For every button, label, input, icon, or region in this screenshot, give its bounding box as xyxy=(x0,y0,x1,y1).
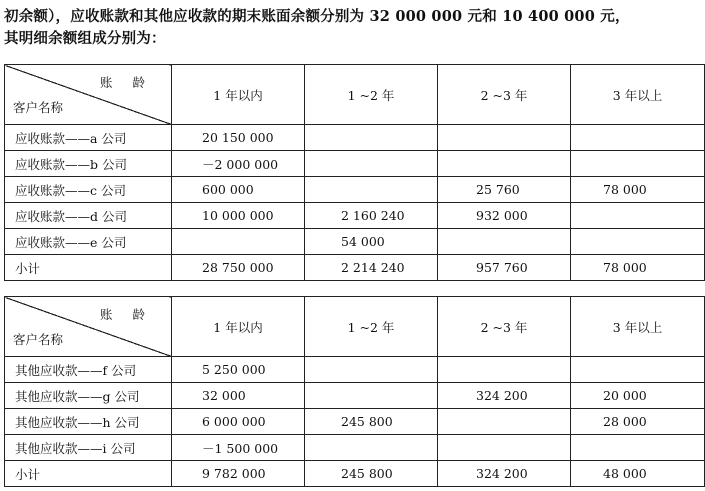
amount-cell xyxy=(571,125,705,151)
amount-cell xyxy=(438,151,571,177)
column-header: 2 ~3 年 xyxy=(438,65,571,125)
header-row xyxy=(5,297,705,357)
amount-cell xyxy=(438,229,571,255)
customer-name-cell: 其他应收款——i 公司 xyxy=(5,435,172,461)
table-row xyxy=(5,435,705,461)
amount-cell: 6 000 000 xyxy=(172,409,305,435)
table-row xyxy=(5,357,705,383)
age-label: 账 龄 xyxy=(100,75,153,90)
column-header: 3 年以上 xyxy=(571,65,705,125)
customer-name-label: 客户名称 xyxy=(13,332,64,347)
column-header: 1 年以内 xyxy=(172,65,305,125)
table-row xyxy=(5,409,705,435)
amount-cell xyxy=(305,125,438,151)
amount-cell: －2 000 000 xyxy=(172,151,305,177)
column-header: 1 ~2 年 xyxy=(305,297,438,357)
amount-cell: 28 000 xyxy=(571,409,705,435)
customer-name-cell: 小计 xyxy=(5,255,172,281)
diagonal-header-cell xyxy=(5,297,172,357)
amount-cell: 9 782 000 xyxy=(172,461,305,487)
amount-cell xyxy=(305,151,438,177)
age-label: 账 龄 xyxy=(100,307,153,322)
customer-name-cell: 应收账款——c 公司 xyxy=(5,177,172,203)
amount-cell xyxy=(571,203,705,229)
amount-cell xyxy=(305,383,438,409)
column-header: 1 ~2 年 xyxy=(305,65,438,125)
amount-cell: 2 214 240 xyxy=(305,255,438,281)
table-row xyxy=(5,151,705,177)
amount-cell: 78 000 xyxy=(571,255,705,281)
amount-cell: 2 160 240 xyxy=(305,203,438,229)
amount-cell: 32 000 xyxy=(172,383,305,409)
customer-name-label: 客户名称 xyxy=(13,100,64,115)
amount-cell xyxy=(438,435,571,461)
column-header: 1 年以内 xyxy=(172,297,305,357)
amount-cell xyxy=(172,229,305,255)
diagonal-header-cell xyxy=(5,65,172,125)
amount-cell xyxy=(305,177,438,203)
amount-cell: 324 200 xyxy=(438,383,571,409)
amount-cell xyxy=(571,435,705,461)
amount-cell xyxy=(571,357,705,383)
subtotal-row xyxy=(5,461,705,487)
amount-cell xyxy=(571,229,705,255)
amount-cell: 245 800 xyxy=(305,409,438,435)
subtotal-row xyxy=(5,255,705,281)
table-row xyxy=(5,383,705,409)
customer-name-cell: 应收账款——b 公司 xyxy=(5,151,172,177)
amount-cell: 54 000 xyxy=(305,229,438,255)
amount-cell xyxy=(305,357,438,383)
amount-cell: 932 000 xyxy=(438,203,571,229)
column-header: 3 年以上 xyxy=(571,297,705,357)
intro-line-2: 其明细余额组成分别为： xyxy=(4,30,166,47)
amount-cell: 324 200 xyxy=(438,461,571,487)
other-receivables-aging-table xyxy=(4,296,705,487)
customer-name-cell: 应收账款——a 公司 xyxy=(5,125,172,151)
customer-name-cell: 应收账款——e 公司 xyxy=(5,229,172,255)
amount-cell: 78 000 xyxy=(571,177,705,203)
customer-name-cell: 其他应收款——h 公司 xyxy=(5,409,172,435)
amount-cell xyxy=(438,409,571,435)
amount-cell: 20 000 xyxy=(571,383,705,409)
intro-paragraph xyxy=(4,6,704,50)
amount-cell: 5 250 000 xyxy=(172,357,305,383)
receivables-aging-table xyxy=(4,64,705,281)
header-row xyxy=(5,65,705,125)
amount-cell: 25 760 xyxy=(438,177,571,203)
amount-cell: 20 150 000 xyxy=(172,125,305,151)
table-row xyxy=(5,203,705,229)
amount-cell: 28 750 000 xyxy=(172,255,305,281)
amount-cell: 957 760 xyxy=(438,255,571,281)
customer-name-cell: 小计 xyxy=(5,461,172,487)
column-header: 2 ~3 年 xyxy=(438,297,571,357)
table-row xyxy=(5,229,705,255)
amount-cell: 48 000 xyxy=(571,461,705,487)
customer-name-cell: 应收账款——d 公司 xyxy=(5,203,172,229)
amount-cell: 10 000 000 xyxy=(172,203,305,229)
amount-cell xyxy=(571,151,705,177)
table-row xyxy=(5,125,705,151)
customer-name-cell: 其他应收款——g 公司 xyxy=(5,383,172,409)
amount-cell: 600 000 xyxy=(172,177,305,203)
amount-cell xyxy=(438,125,571,151)
intro-line-1: 初余额），应收账款和其他应收款的期末账面余额分别为 32 000 000 元和 10 400 000 元， xyxy=(4,8,630,25)
customer-name-cell: 其他应收款——f 公司 xyxy=(5,357,172,383)
amount-cell: －1 500 000 xyxy=(172,435,305,461)
table-row xyxy=(5,177,705,203)
amount-cell: 245 800 xyxy=(305,461,438,487)
amount-cell xyxy=(305,435,438,461)
amount-cell xyxy=(438,357,571,383)
